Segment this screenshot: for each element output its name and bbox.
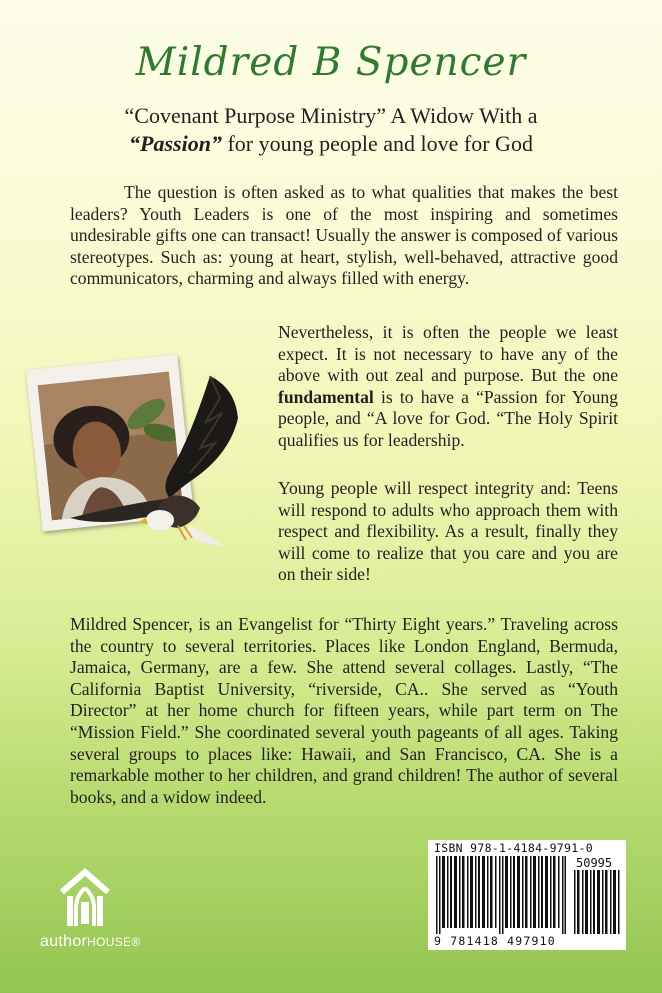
publisher-wordmark — [40, 933, 141, 951]
wordmark-author: author — [40, 933, 88, 950]
subtitle-line-2 — [20, 130, 642, 158]
book-subtitle — [20, 102, 642, 158]
paragraph-leadership-question: The question is often asked as to what qualities that makes the best leaders? Youth Leaders is one of the most inspiring and sometimes undesirable gifts one can transact! Usually the answer is composed of various stereotypes. Such as: young at heart, stylish, well-behaved, attractive good communicators, charming and always filled with energy. — [70, 182, 618, 289]
paragraph-respect: Young people will respect integrity and: Teens will respond to adults who approach them with respect and flexibility. As a result, finally they will come to realize that you care and you are on their side! — [278, 478, 618, 585]
paragraph2-bold-word: fundamental — [278, 386, 374, 407]
price-code: 50995 — [576, 856, 613, 870]
subtitle-line-2-rest: for young people and love for God — [221, 131, 533, 156]
wordmark-registered: ® — [131, 935, 141, 949]
paragraph2-before: Nevertheless, it is often the people we least expect. It is not necessary to have any of the above with out zeal and purpose. But the one — [278, 322, 618, 386]
paragraph-author-bio: Mildred Spencer, is an Evangelist for “Thirty Eight years.” Traveling across the country to several territories. Places like London England, Bermuda, Jamaica, Germany, are a few. She attend several collages. Lastly, “The California Baptist University, “riverside, CA.. She served as “Youth Director” at her home church for fifteen years, while part term on The “Mission Field.” She coordinated several youth pageants of all ages. Taking several groups to places like: Hawaii, and San Francisco, CA. She is a remarkable mother to her children, and grand children! The author of several books, and a widow indeed. — [70, 614, 618, 807]
isbn-barcode — [428, 840, 626, 950]
ean-barcode-bars — [436, 856, 566, 934]
ean-digits: 9 781418 497910 — [434, 934, 556, 948]
subtitle-passion-word: “Passion” — [129, 131, 222, 156]
paragraph-fundamental — [278, 322, 618, 452]
paragraph2-after: is to have a “Passion for Young people, and “A love for God. “The Holy Spirit qualifies us for leadership. — [278, 386, 618, 450]
price-addon-bars — [574, 870, 620, 934]
author-name-title: Mildred B Spencer — [135, 40, 527, 85]
house-icon — [40, 866, 130, 932]
isbn-label: ISBN 978-1-4184-9791-0 — [434, 841, 593, 855]
wordmark-house: HOUSE — [87, 935, 132, 949]
flying-eagle-illustration — [60, 368, 280, 558]
subtitle-line-1: “Covenant Purpose Ministry” A Widow With a — [124, 103, 538, 128]
